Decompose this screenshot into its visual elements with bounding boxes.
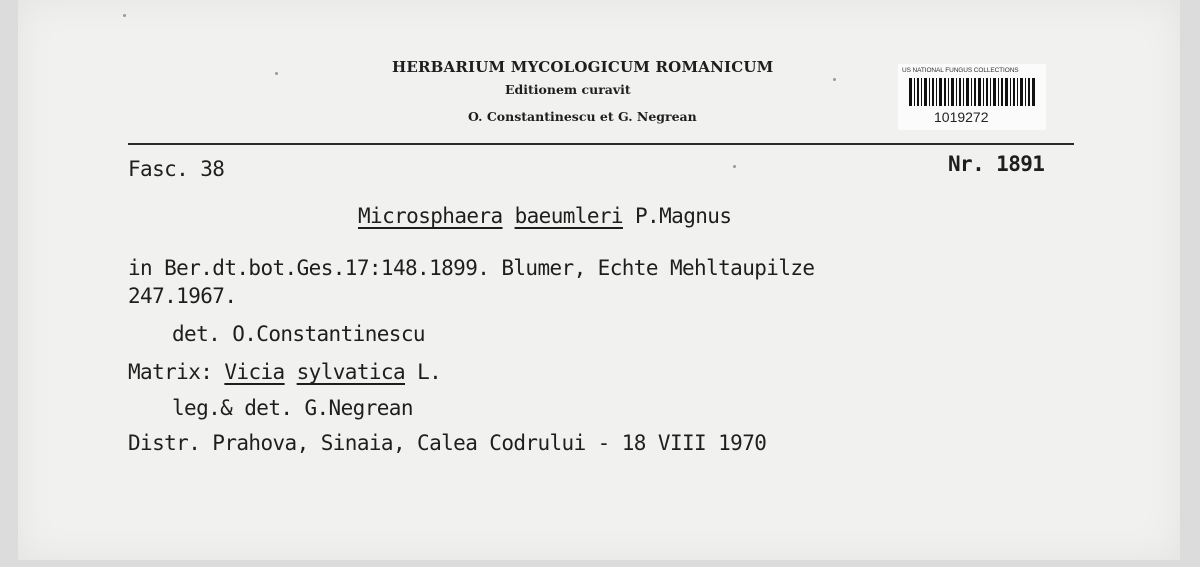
collector-line: leg.& det. G.Negrean — [172, 396, 413, 420]
herbarium-editors: O. Constantinescu et G. Negrean — [468, 109, 697, 124]
paper-speck — [833, 78, 836, 81]
matrix-epithet: sylvatica — [296, 360, 406, 384]
header-divider — [128, 143, 1074, 145]
citation-line-1: in Ber.dt.bot.Ges.17:148.1899. Blumer, Echte Mehltaupilze — [128, 256, 815, 280]
barcode-icon — [909, 78, 1035, 106]
specimen-number: Nr. 1891 — [948, 152, 1045, 176]
fascicle-number: Fasc. 38 — [128, 157, 225, 181]
matrix-genus: Vicia — [224, 360, 285, 384]
barcode-caption: US NATIONAL FUNGUS COLLECTIONS — [902, 67, 1019, 74]
species-name — [358, 204, 731, 228]
species-genus: Microsphaera — [358, 204, 503, 228]
matrix-author: L. — [417, 360, 442, 384]
paper-speck — [123, 14, 126, 17]
locality-line: Distr. Prahova, Sinaia, Calea Codrului - 18 VIII 1970 — [128, 431, 767, 455]
species-author: P.Magnus — [635, 204, 732, 228]
barcode-number: 1019272 — [934, 109, 989, 125]
matrix-prefix: Matrix: — [128, 360, 213, 384]
determiner-line: det. O.Constantinescu — [172, 322, 425, 346]
citation-line-2: 247.1967. — [128, 284, 237, 308]
herbarium-subtitle: Editionem curavit — [505, 82, 631, 97]
barcode-label — [898, 64, 1046, 130]
species-epithet: baeumleri — [514, 204, 623, 228]
paper-speck — [733, 165, 736, 168]
paper-speck — [275, 72, 278, 75]
herbarium-title: HERBARIUM MYCOLOGICUM ROMANICUM — [392, 58, 774, 76]
matrix-line — [128, 360, 441, 384]
